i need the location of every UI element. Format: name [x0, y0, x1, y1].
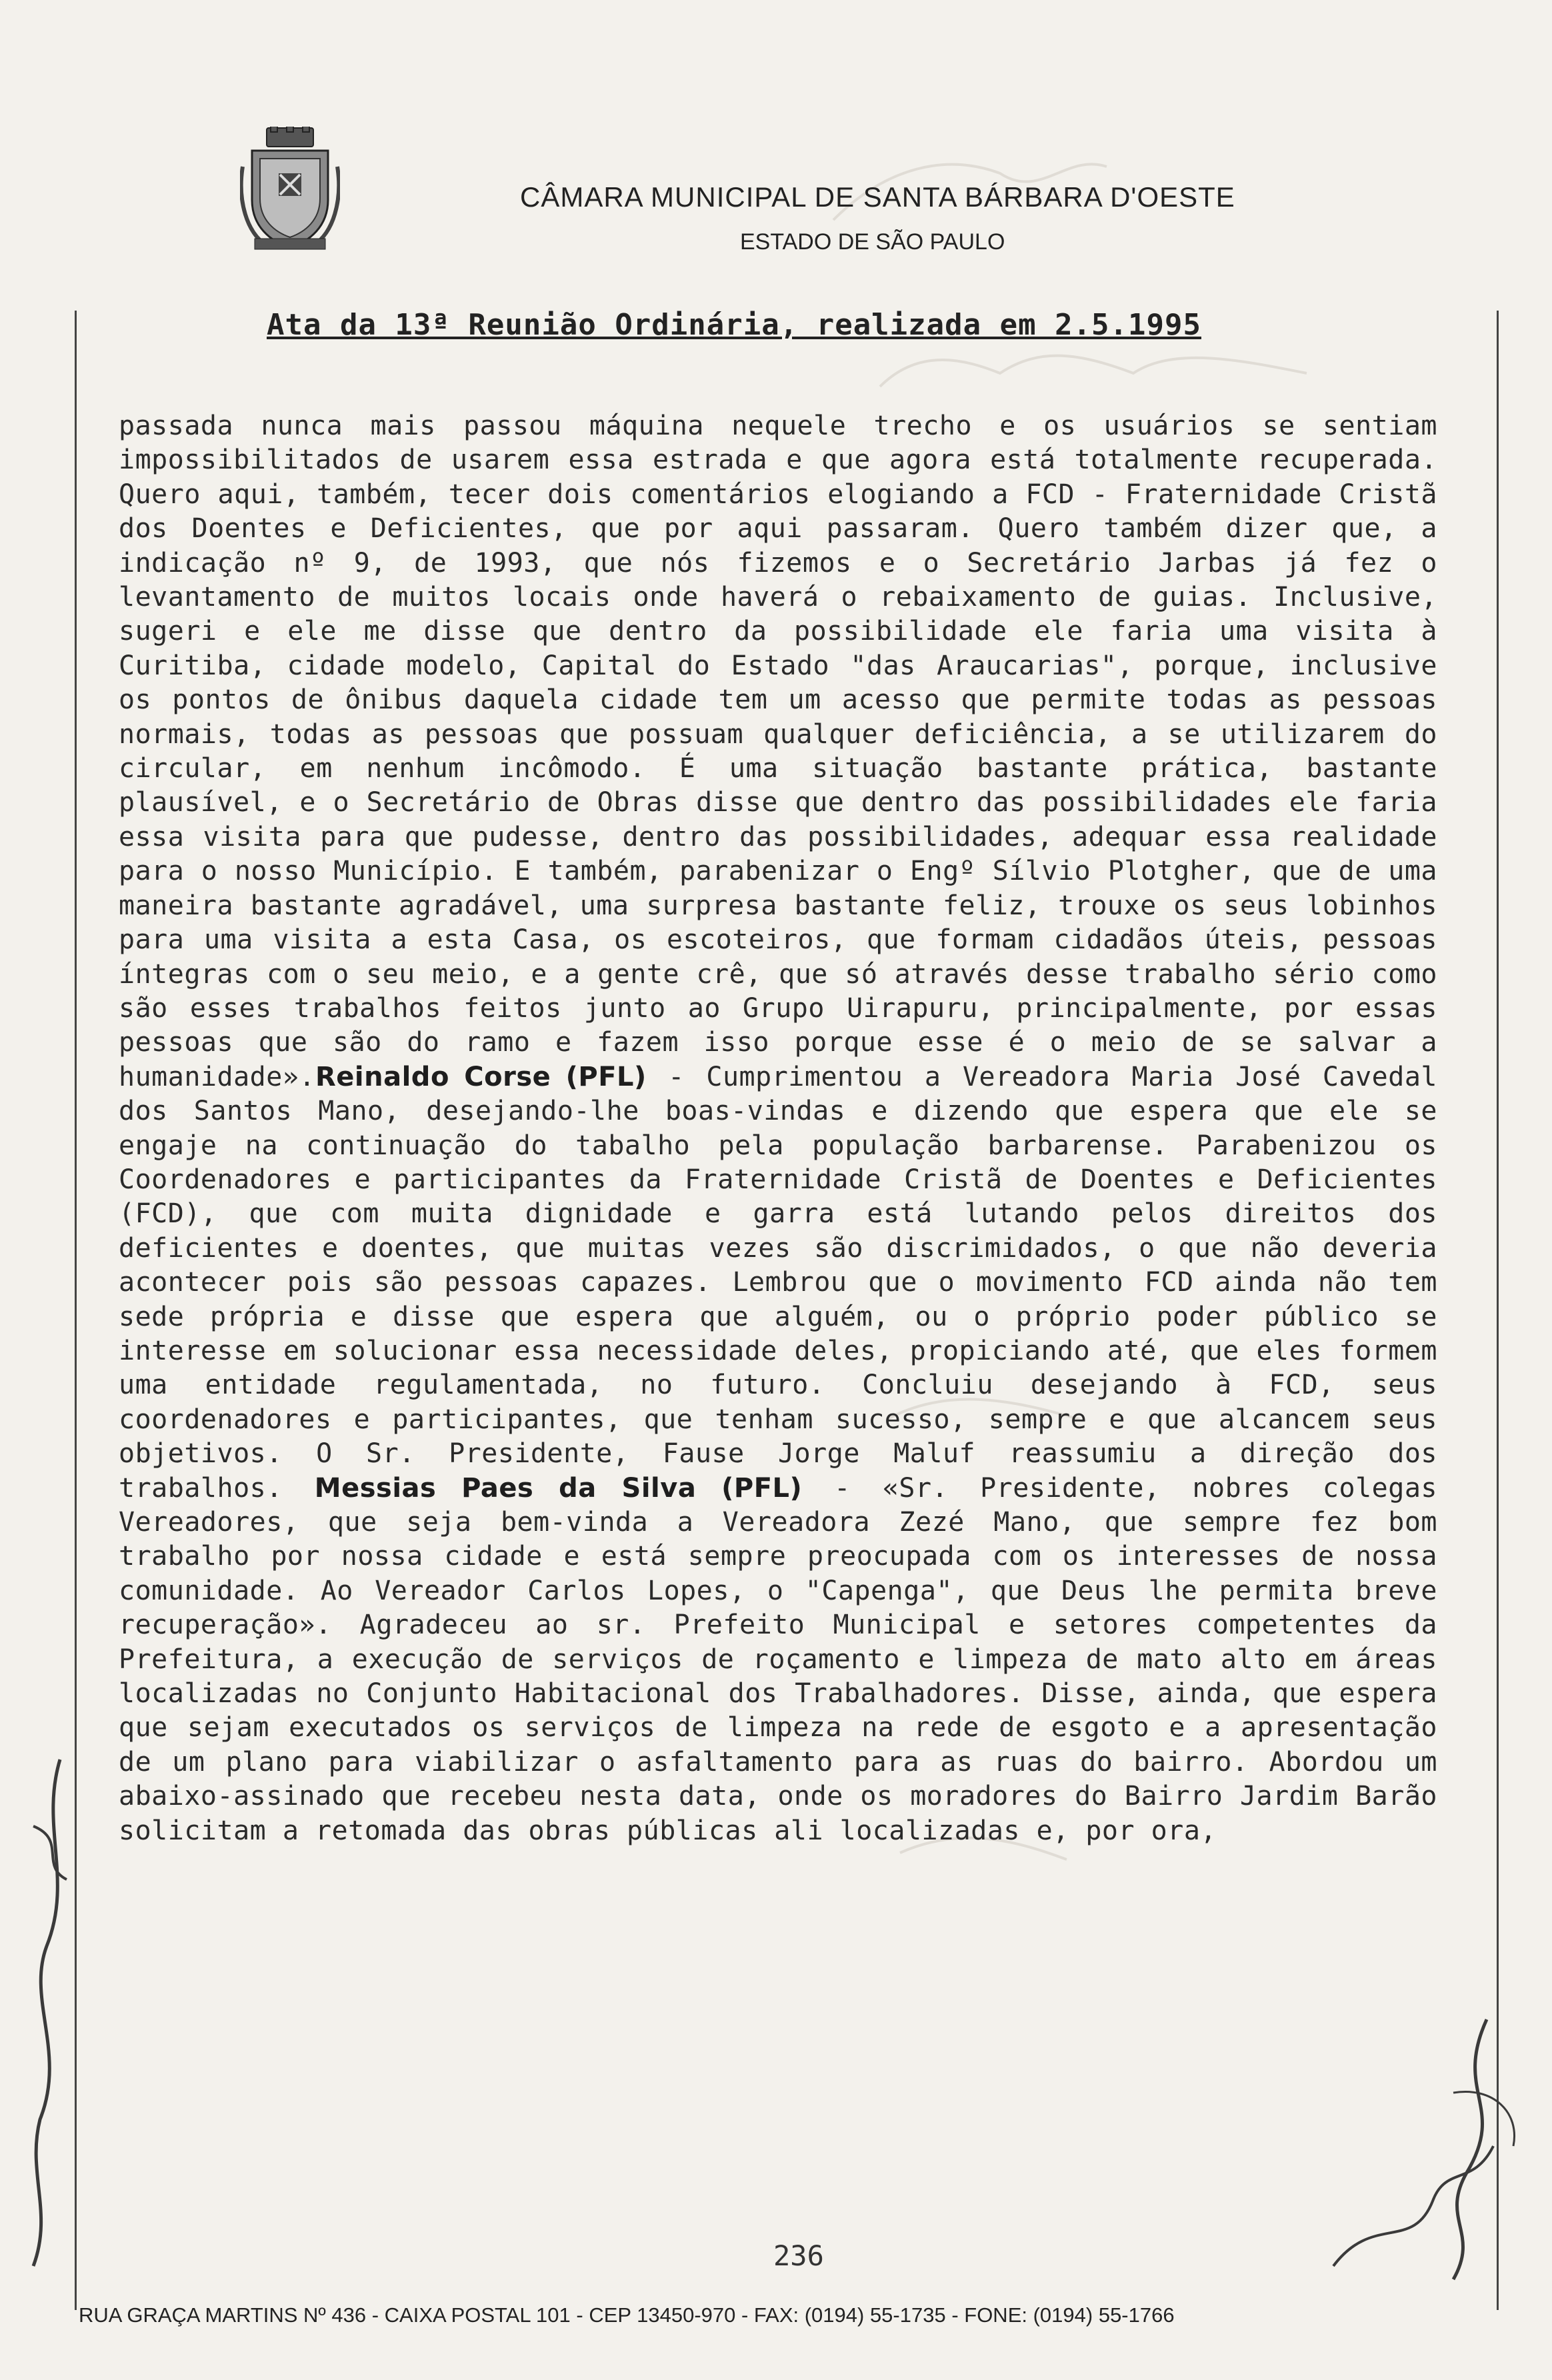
paragraph-text: - «Sr. Presidente, nobres colegas Vereadores, que seja bem-vinda a Vereadora Zezé Mano, que sempre fez bom trabalho por nossa cidade e está sempre preocupada com os interesses de nossa comunidade. Ao Vereador Carlos Lopes, o "Capenga", que Deus lhe permita breve recuperação». Agradeceu ao sr. Prefeito Municipal e setores competentes da Prefeitura, a execução de serviços de roçamento e limpeza de mato alto em áreas localizadas no Conjunto Habitacional dos Trabalhadores. Disse, ainda, que espera que sejam executados os serviços de limpeza na rede de esgoto e a apresentação de um plano para viabilizar o asfaltamento para as ruas do bairro. Abordou um abaixo-assinado que recebeu nesta data, onde os moradores do Bairro Jardim Barão solicitam a retomada das obras públicas ali localizadas e, por ora, [119, 1472, 1437, 1846]
left-margin-rule [75, 311, 77, 2310]
right-margin-rule [1497, 311, 1499, 2310]
signature-right-icon [1320, 2013, 1533, 2293]
minutes-title: Ata da 13ª Reunião Ordinária, realizada em 2.5.1995 [267, 308, 1202, 342]
municipal-crest-icon [240, 127, 340, 253]
speaker-name: Reinaldo Corse (PFL) [315, 1061, 647, 1092]
speaker-name: Messias Paes da Silva (PFL) [314, 1472, 803, 1504]
state-name: ESTADO DE SÃO PAULO [740, 229, 1005, 255]
minutes-body [119, 409, 1437, 1848]
paragraph-text: passada nunca mais passou máquina nequele trecho e os usuários se sentiam impossibilitados de usarem essa estrada e que agora está totalmente recuperada. Quero aqui, também, tecer dois comentários elogiando a FCD - Fraternidade Cristã dos Doentes e Deficientes, que por aqui passaram. Quero também dizer que, a indicação nº 9, de 1993, que nós fizemos e o Secretário Jarbas já fez o levantamento de muitos locais onde haverá o rebaixamento de guias. Inclusive, sugeri e ele me disse que dentro da possibilidade ele faria uma visita à Curitiba, cidade modelo, Capital do Estado "das Araucarias", porque, inclusive os pontos de ônibus daquela cidade tem um acesso que permite todas as pessoas normais, todas as pessoas que possuam qualquer deficiência, a se utilizarem do circular, em nenhum incômodo. É uma situação bastante prática, bastante plausível, e o Secretário de Obras disse que dentro das possibilidades ele faria essa visita para que pudesse, dentro das possibilidades, adequar essa realidade para o nosso Município. E também, parabenizar o Engº Sílvio Plotgher, que de uma maneira bastante agradável, uma surpresa bastante feliz, trouxe os seus lobinhos para uma visita a esta Casa, os escoteiros, que formam cidadãos úteis, pessoas íntegras com o seu meio, e a gente crê, que só através desse trabalho sério como são esses trabalhos feitos junto ao Grupo Uirapuru, principalmente, por essas pessoas que são do ramo e fazem isso porque esse é o meio de se salvar a humanidade». [119, 411, 1437, 1092]
page-number: 236 [773, 2239, 824, 2272]
minutes-paragraph [119, 409, 1437, 1848]
paragraph-text: - Cumprimentou a Vereadora Maria José Cavedal dos Santos Mano, desejando-lhe boas-vindas e dizendo que espera que ele se engaje na continuação do tabalho pela população barbarense. Parabenizou os Coordenadores e participantes da Fraternidade Cristã de Doentes e Deficientes (FCD), que com muita dignidade e garra está lutando pelos direitos dos deficientes e doentes, que muitas vezes são discrimidados, o que não deveria acontecer pois são pessoas capazes. Lembrou que o movimento FCD ainda não tem sede própria e disse que espera que alguém, ou o próprio poder público se interesse em solucionar essa necessidade deles, propiciando até, que eles formem uma entidade regulamentada, no futuro. Concluiu desejando à FCD, seus coordenadores e participantes, que tenham sucesso, sempre e que alcancem seus objetivos. O Sr. Presidente, Fause Jorge Maluf reassumiu a direção dos trabalhos. [119, 1061, 1437, 1504]
footer-address: RUA GRAÇA MARTINS Nº 436 - CAIXA POSTAL 101 - CEP 13450-970 - FAX: (0194) 55-1735 - FONE: (0194) 55-1766 [79, 2303, 1175, 2327]
institution-name: CÂMARA MUNICIPAL DE SANTA BÁRBARA D'OESTE [520, 181, 1235, 213]
